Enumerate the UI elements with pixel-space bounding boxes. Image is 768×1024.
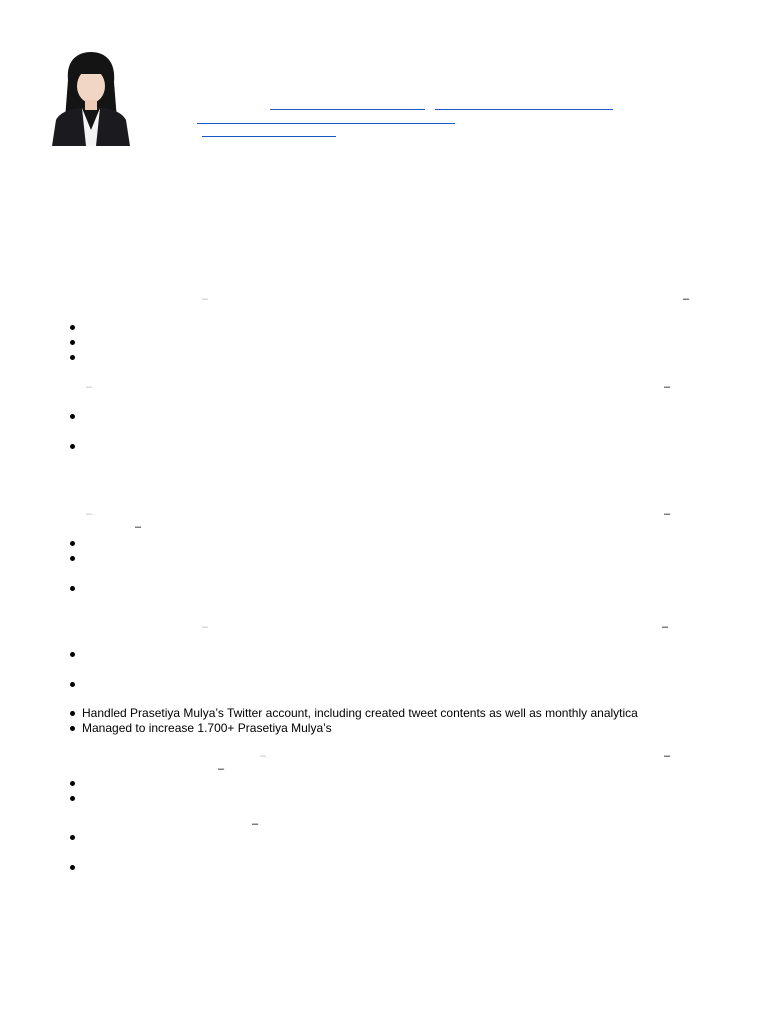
list-bullet [70, 726, 75, 731]
date-separator: – [664, 508, 671, 520]
date-separator: – [218, 763, 225, 775]
list-bullet [70, 586, 75, 591]
date-separator: – [135, 521, 142, 533]
list-bullet [70, 682, 75, 687]
list-bullet [70, 835, 75, 840]
list-bullet [70, 355, 75, 360]
date-separator: – [260, 750, 267, 762]
date-separator: – [662, 621, 669, 633]
date-separator: – [664, 381, 671, 393]
list-bullet [70, 781, 75, 786]
list-bullet [70, 444, 75, 449]
contact-link-1[interactable] [270, 109, 425, 110]
profile-photo [46, 50, 135, 146]
date-separator: – [86, 381, 93, 393]
list-bullet [70, 652, 75, 657]
contact-link-2[interactable] [435, 109, 613, 110]
list-bullet [70, 711, 75, 716]
list-bullet [70, 556, 75, 561]
list-bullet [70, 796, 75, 801]
date-separator: – [683, 293, 690, 305]
date-separator: – [664, 750, 671, 762]
date-separator: – [86, 508, 93, 520]
contact-link-4[interactable] [202, 136, 336, 137]
list-item: Handled Prasetiya Mulya’s Twitter account, including created tweet contents as well as monthly analytica [82, 706, 638, 720]
list-bullet [70, 340, 75, 345]
date-separator: – [202, 621, 209, 633]
list-bullet [70, 325, 75, 330]
contact-link-3[interactable] [197, 123, 455, 124]
date-separator: – [252, 818, 259, 830]
date-separator: – [202, 293, 209, 305]
list-item: Managed to increase 1.700+ Prasetiya Mulya’s [82, 721, 332, 735]
profile-photo-image [46, 50, 135, 146]
list-bullet [70, 414, 75, 419]
list-bullet [70, 541, 75, 546]
list-bullet [70, 865, 75, 870]
